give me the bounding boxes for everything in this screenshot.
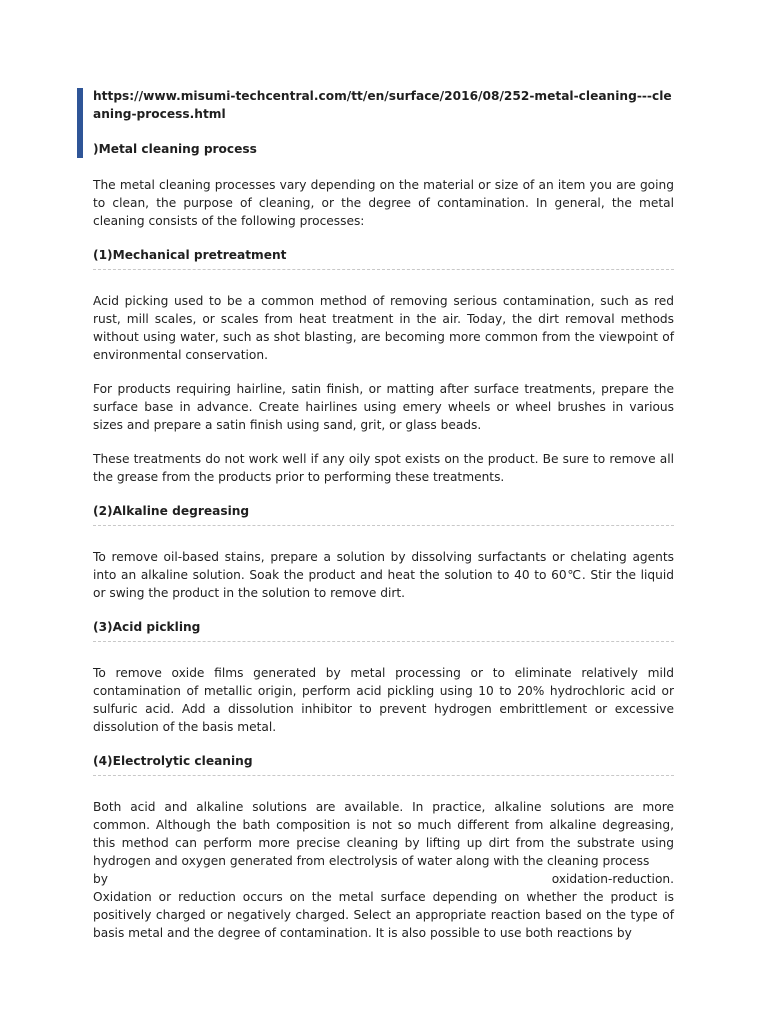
- justified-line-right: oxidation-reduction.: [551, 872, 674, 886]
- section-paragraph: Both acid and alkaline solutions are available. In practice, alkaline solutions are more common. Although the bath composition is not so much different from alkaline degreasing, this method can perform more precise cleaning by lifting up dirt from the substrate using hydrogen and oxygen generated from electrolysis of water along with the cleaning process: [93, 800, 674, 868]
- document-content: [93, 87, 674, 942]
- section-divider: [93, 775, 674, 776]
- section-paragraph: For products requiring hairline, satin finish, or matting after surface treatments, prepare the surface base in advance. Create hairlines using emery wheels or wheel brushes in various sizes and prepare a satin finish using sand, grit, or glass beads.: [93, 382, 674, 432]
- section-heading-acid-pickling: (3)Acid pickling: [93, 620, 201, 634]
- section-divider: [93, 525, 674, 526]
- source-url[interactable]: https://www.misumi-techcentral.com/tt/en/surface/2016/08/252-metal-cleaning---cleaning-process.html: [93, 89, 672, 121]
- page-title: )Metal cleaning process: [93, 142, 257, 156]
- accent-bar: [77, 88, 83, 158]
- section-divider: [93, 269, 674, 270]
- section-heading-mechanical-pretreatment: (1)Mechanical pretreatment: [93, 248, 287, 262]
- section-heading-electrolytic-cleaning: (4)Electrolytic cleaning: [93, 754, 253, 768]
- intro-paragraph: The metal cleaning processes vary depending on the material or size of an item you are going to clean, the purpose of cleaning, or the degree of contamination. In general, the metal cleaning consists of the following processes:: [93, 178, 674, 228]
- section-paragraph: To remove oxide films generated by metal processing or to eliminate relatively mild contamination of metallic origin, perform acid pickling using 10 to 20% hydrochloric acid or sulfuric acid. Add a dissolution inhibitor to prevent hydrogen embrittlement or excessive dissolution of the basis metal.: [93, 666, 674, 734]
- section-paragraph: Oxidation or reduction occurs on the metal surface depending on whether the product is positively charged or negatively charged. Select an appropriate reaction based on the type of basis metal and the degree of contamination. It is also possible to use both reactions by: [93, 890, 674, 940]
- justified-line: [93, 870, 674, 888]
- justified-line-left: by: [93, 872, 108, 886]
- section-paragraph: Acid picking used to be a common method of removing serious contamination, such as red rust, mill scales, or scales from heat treatment in the air. Today, the dirt removal methods without using water, such as shot blasting, are becoming more common from the viewpoint of environmental conservation.: [93, 294, 674, 362]
- section-paragraph: These treatments do not work well if any oily spot exists on the product. Be sure to remove all the grease from the products prior to performing these treatments.: [93, 452, 674, 484]
- section-heading-alkaline-degreasing: (2)Alkaline degreasing: [93, 504, 250, 518]
- section-divider: [93, 641, 674, 642]
- section-paragraph: To remove oil-based stains, prepare a solution by dissolving surfactants or chelating agents into an alkaline solution. Soak the product and heat the solution to 40 to 60℃. Stir the liquid or swing the product in the solution to remove dirt.: [93, 550, 674, 600]
